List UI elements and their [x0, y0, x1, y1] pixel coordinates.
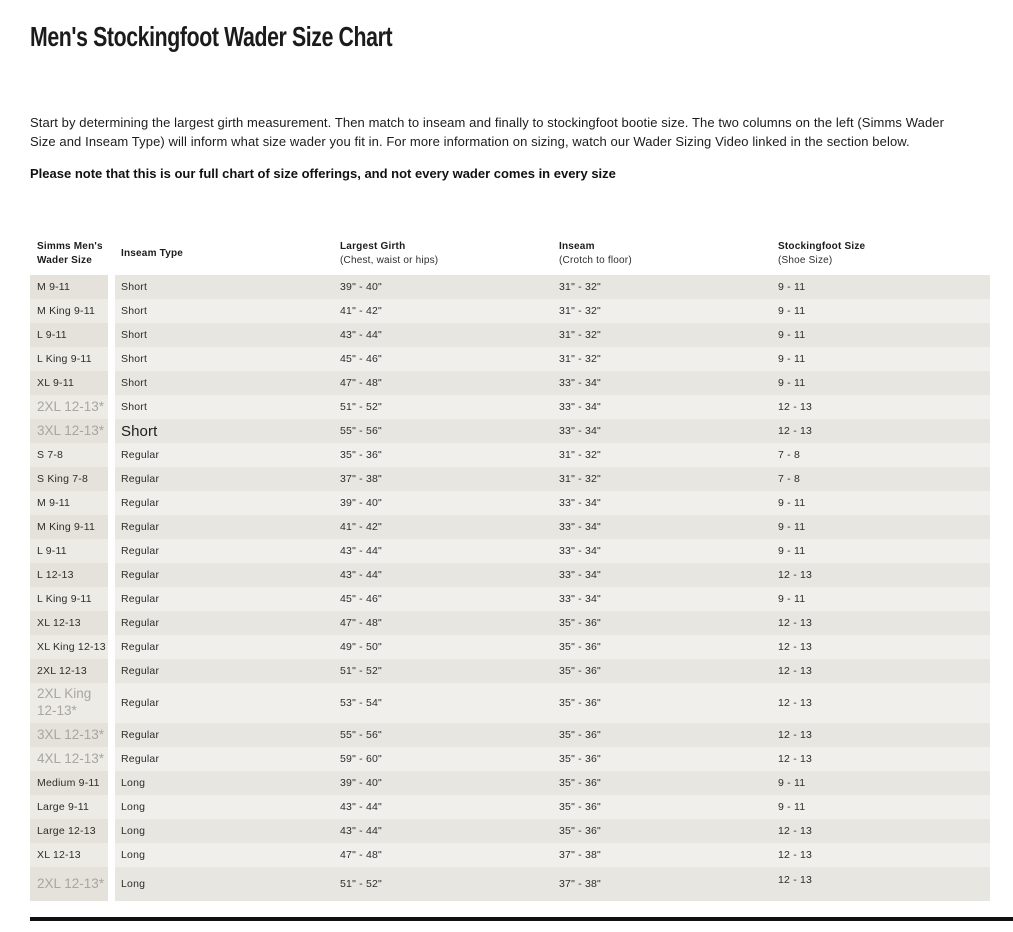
cell-inseam: 33" - 34" — [559, 521, 601, 534]
cell-wader-size: Large 12-13 — [30, 819, 108, 843]
table-row — [30, 747, 990, 771]
row-body — [115, 635, 990, 659]
row-body — [115, 843, 990, 867]
cell-stockingfoot-size: 12 - 13 — [778, 697, 813, 710]
cell-wader-size: M King 9-11 — [30, 299, 108, 323]
cell-inseam: 31" - 32" — [559, 449, 601, 462]
cell-largest-girth: 55" - 56" — [340, 425, 382, 438]
table-row — [30, 395, 990, 419]
cell-wader-size: M 9-11 — [30, 491, 108, 515]
cell-inseam-type: Long — [121, 825, 146, 838]
cell-largest-girth: 43" - 44" — [340, 569, 382, 582]
cell-inseam: 31" - 32" — [559, 329, 601, 342]
table-row — [30, 867, 990, 901]
cell-inseam-type: Regular — [121, 617, 160, 630]
cell-stockingfoot-size: 9 - 11 — [778, 521, 806, 534]
cell-wader-size: 2XL 12-13 — [30, 659, 108, 683]
cell-inseam: 35" - 36" — [559, 753, 601, 766]
column-header-inseam — [559, 240, 778, 268]
table-row — [30, 419, 990, 443]
column-gutter — [108, 539, 115, 563]
cell-inseam-type: Long — [121, 878, 146, 891]
column-header-largest-girth — [340, 240, 559, 268]
cell-stockingfoot-size: 9 - 11 — [778, 329, 806, 342]
column-header-label: Inseam — [559, 241, 595, 253]
cell-largest-girth: 45" - 46" — [340, 593, 382, 606]
table-row — [30, 611, 990, 635]
cell-largest-girth: 49" - 50" — [340, 641, 382, 654]
cell-inseam: 31" - 32" — [559, 353, 601, 366]
cell-largest-girth: 53" - 54" — [340, 697, 382, 710]
row-body — [115, 275, 990, 299]
column-header-sublabel: (Crotch to floor) — [559, 255, 632, 267]
cell-inseam-type: Regular — [121, 521, 160, 534]
cell-inseam-type: Regular — [121, 569, 160, 582]
table-row — [30, 683, 990, 723]
cell-stockingfoot-size: 9 - 11 — [778, 593, 806, 606]
cell-wader-size: L 9-11 — [30, 323, 108, 347]
column-gutter — [108, 467, 115, 491]
size-chart-page — [0, 22, 1013, 921]
row-body — [115, 299, 990, 323]
cell-largest-girth: 39" - 40" — [340, 497, 382, 510]
cell-largest-girth: 39" - 40" — [340, 281, 382, 294]
cell-inseam-type: Regular — [121, 753, 160, 766]
row-body — [115, 491, 990, 515]
cell-inseam-type: Short — [121, 422, 158, 440]
cell-stockingfoot-size: 9 - 11 — [778, 497, 806, 510]
column-header-wader-size — [30, 240, 108, 268]
column-gutter — [108, 395, 115, 419]
table-row — [30, 587, 990, 611]
table-row — [30, 443, 990, 467]
row-body — [115, 539, 990, 563]
table-row — [30, 843, 990, 867]
page-title — [30, 22, 1013, 51]
column-gutter — [108, 795, 115, 819]
cell-inseam-type: Regular — [121, 729, 160, 742]
cell-inseam-type: Regular — [121, 545, 160, 558]
column-gutter — [108, 419, 115, 443]
cell-largest-girth: 43" - 44" — [340, 545, 382, 558]
cell-largest-girth: 39" - 40" — [340, 777, 382, 790]
column-gutter — [108, 843, 115, 867]
cell-wader-size: L 9-11 — [30, 539, 108, 563]
column-gutter — [108, 867, 115, 901]
table-row — [30, 723, 990, 747]
cell-inseam-type: Regular — [121, 449, 160, 462]
cell-wader-size: 2XL King 12-13* — [30, 683, 108, 723]
row-body — [115, 371, 990, 395]
column-gutter — [108, 635, 115, 659]
table-row — [30, 515, 990, 539]
row-body — [115, 419, 990, 443]
table-row — [30, 467, 990, 491]
row-body — [115, 515, 990, 539]
cell-largest-girth: 47" - 48" — [340, 849, 382, 862]
cell-largest-girth: 51" - 52" — [340, 665, 382, 678]
cell-inseam: 31" - 32" — [559, 305, 601, 318]
cell-stockingfoot-size: 9 - 11 — [778, 801, 806, 814]
cell-inseam-type: Short — [121, 281, 148, 294]
column-gutter — [108, 819, 115, 843]
column-gutter — [108, 275, 115, 299]
row-body — [115, 467, 990, 491]
cell-largest-girth: 41" - 42" — [340, 521, 382, 534]
cell-stockingfoot-size: 9 - 11 — [778, 777, 806, 790]
table-row — [30, 563, 990, 587]
cell-inseam-type: Short — [121, 377, 148, 390]
column-header-sublabel: (Chest, waist or hips) — [340, 255, 439, 267]
cell-stockingfoot-size: 12 - 13 — [778, 753, 813, 766]
cell-inseam-type: Regular — [121, 473, 160, 486]
cell-wader-size: 3XL 12-13* — [30, 723, 108, 747]
row-body — [115, 683, 990, 723]
cell-stockingfoot-size: 12 - 13 — [778, 617, 813, 630]
table-header-row — [30, 239, 990, 269]
cell-inseam: 37" - 38" — [559, 849, 601, 862]
cell-inseam: 33" - 34" — [559, 593, 601, 606]
cell-stockingfoot-size: 12 - 13 — [778, 425, 813, 438]
cell-inseam-type: Regular — [121, 641, 160, 654]
column-header-label: Stockingfoot Size — [778, 241, 866, 253]
cell-inseam: 35" - 36" — [559, 665, 601, 678]
row-body — [115, 659, 990, 683]
table-row — [30, 771, 990, 795]
cell-wader-size: 3XL 12-13* — [30, 419, 108, 443]
note-text: Please note that this is our full chart of size offerings, and not every wader comes in every size — [30, 166, 616, 182]
row-body — [115, 347, 990, 371]
row-body — [115, 587, 990, 611]
cell-largest-girth: 55" - 56" — [340, 729, 382, 742]
cell-stockingfoot-size: 9 - 11 — [778, 545, 806, 558]
row-body — [115, 563, 990, 587]
cell-stockingfoot-size: 7 - 8 — [778, 449, 801, 462]
cell-stockingfoot-size: 12 - 13 — [778, 849, 813, 862]
row-body — [115, 611, 990, 635]
table-row — [30, 491, 990, 515]
table-row — [30, 275, 990, 299]
cell-inseam: 33" - 34" — [559, 377, 601, 390]
cell-inseam: 35" - 36" — [559, 617, 601, 630]
cell-inseam: 35" - 36" — [559, 777, 601, 790]
cell-wader-size: M King 9-11 — [30, 515, 108, 539]
cell-largest-girth: 45" - 46" — [340, 353, 382, 366]
table-row — [30, 347, 990, 371]
cell-inseam: 35" - 36" — [559, 825, 601, 838]
cell-stockingfoot-size: 12 - 13 — [778, 569, 813, 582]
column-gutter — [108, 371, 115, 395]
column-gutter — [108, 347, 115, 371]
cell-inseam: 33" - 34" — [559, 569, 601, 582]
cell-wader-size: 2XL 12-13* — [30, 395, 108, 419]
cell-largest-girth: 59" - 60" — [340, 753, 382, 766]
row-body — [115, 747, 990, 771]
cell-wader-size: M 9-11 — [30, 275, 108, 299]
cell-stockingfoot-size: 12 - 13 — [778, 825, 813, 838]
cell-stockingfoot-size: 12 - 13 — [778, 665, 813, 678]
cell-wader-size: S King 7-8 — [30, 467, 108, 491]
row-body — [115, 819, 990, 843]
table-row — [30, 371, 990, 395]
cell-wader-size: Medium 9-11 — [30, 771, 108, 795]
cell-largest-girth: 43" - 44" — [340, 825, 382, 838]
cell-inseam-type: Long — [121, 801, 146, 814]
column-header-inseam-type — [115, 247, 340, 261]
cell-inseam: 35" - 36" — [559, 697, 601, 710]
column-header-sublabel: (Shoe Size) — [778, 255, 833, 267]
cell-stockingfoot-size: 12 - 13 — [778, 641, 813, 654]
row-body — [115, 323, 990, 347]
cell-wader-size: XL 9-11 — [30, 371, 108, 395]
column-header-label: Inseam Type — [121, 248, 184, 260]
cell-wader-size: L 12-13 — [30, 563, 108, 587]
column-gutter — [108, 491, 115, 515]
row-body — [115, 723, 990, 747]
column-gutter — [108, 299, 115, 323]
cell-largest-girth: 43" - 44" — [340, 329, 382, 342]
cell-inseam-type: Short — [121, 329, 148, 342]
table-row — [30, 635, 990, 659]
row-body — [115, 771, 990, 795]
column-gutter — [108, 723, 115, 747]
cell-wader-size: S 7-8 — [30, 443, 108, 467]
cell-inseam: 33" - 34" — [559, 425, 601, 438]
row-body — [115, 795, 990, 819]
size-chart-table — [30, 239, 990, 901]
cell-largest-girth: 51" - 52" — [340, 878, 382, 891]
column-gutter — [108, 771, 115, 795]
cell-largest-girth: 47" - 48" — [340, 377, 382, 390]
cell-stockingfoot-size: 12 - 13 — [778, 874, 813, 887]
cell-inseam-type: Regular — [121, 697, 160, 710]
row-body — [115, 867, 990, 901]
cell-stockingfoot-size: 9 - 11 — [778, 281, 806, 294]
cell-inseam-type: Regular — [121, 665, 160, 678]
cell-wader-size: 2XL 12-13* — [30, 867, 108, 901]
cell-inseam: 31" - 32" — [559, 281, 601, 294]
cell-inseam: 35" - 36" — [559, 641, 601, 654]
cell-wader-size: L King 9-11 — [30, 587, 108, 611]
cell-inseam-type: Regular — [121, 593, 160, 606]
table-body — [30, 275, 990, 901]
cell-largest-girth: 47" - 48" — [340, 617, 382, 630]
column-gutter — [108, 747, 115, 771]
cell-inseam: 35" - 36" — [559, 801, 601, 814]
column-gutter — [108, 611, 115, 635]
row-body — [115, 443, 990, 467]
cell-largest-girth: 51" - 52" — [340, 401, 382, 414]
cell-largest-girth: 43" - 44" — [340, 801, 382, 814]
column-header-stockingfoot-size — [778, 240, 990, 268]
cell-inseam-type: Long — [121, 777, 146, 790]
column-gutter — [108, 563, 115, 587]
column-gutter — [108, 587, 115, 611]
bottom-section-edge — [30, 917, 1013, 921]
column-header-label: Simms Men's Wader Size — [37, 241, 103, 267]
cell-largest-girth: 37" - 38" — [340, 473, 382, 486]
table-row — [30, 323, 990, 347]
row-body — [115, 395, 990, 419]
cell-inseam-type: Long — [121, 849, 146, 862]
table-row — [30, 659, 990, 683]
cell-inseam: 37" - 38" — [559, 878, 601, 891]
column-gutter — [108, 515, 115, 539]
column-gutter — [108, 443, 115, 467]
cell-stockingfoot-size: 9 - 11 — [778, 353, 806, 366]
table-row — [30, 539, 990, 563]
column-header-label: Largest Girth — [340, 241, 406, 253]
cell-inseam-type: Short — [121, 401, 148, 414]
cell-wader-size: L King 9-11 — [30, 347, 108, 371]
page-title-text: Men's Stockingfoot Wader Size Chart — [30, 21, 393, 52]
column-gutter — [108, 659, 115, 683]
cell-inseam-type: Short — [121, 305, 148, 318]
cell-largest-girth: 41" - 42" — [340, 305, 382, 318]
cell-stockingfoot-size: 9 - 11 — [778, 305, 806, 318]
cell-stockingfoot-size: 12 - 13 — [778, 729, 813, 742]
column-gutter — [108, 683, 115, 723]
cell-inseam: 35" - 36" — [559, 729, 601, 742]
cell-stockingfoot-size: 9 - 11 — [778, 377, 806, 390]
table-row — [30, 819, 990, 843]
table-row — [30, 299, 990, 323]
cell-inseam-type: Short — [121, 353, 148, 366]
cell-inseam: 33" - 34" — [559, 401, 601, 414]
intro-text: Start by determining the largest girth measurement. Then match to inseam and finally to stockingfoot bootie size. The two columns on the left (Simms Wader Size and Inseam Type) will inform what size wader you fit in. For more information on sizing, watch our Wader Sizing Video linked in the section below. — [30, 115, 945, 150]
cell-wader-size: 4XL 12-13* — [30, 747, 108, 771]
cell-stockingfoot-size: 7 - 8 — [778, 473, 801, 486]
cell-inseam-type: Regular — [121, 497, 160, 510]
cell-inseam: 33" - 34" — [559, 497, 601, 510]
table-row — [30, 795, 990, 819]
cell-wader-size: XL 12-13 — [30, 843, 108, 867]
cell-wader-size: Large 9-11 — [30, 795, 108, 819]
cell-wader-size: XL 12-13 — [30, 611, 108, 635]
cell-inseam: 31" - 32" — [559, 473, 601, 486]
cell-largest-girth: 35" - 36" — [340, 449, 382, 462]
cell-stockingfoot-size: 12 - 13 — [778, 401, 813, 414]
table-header-body — [115, 240, 990, 268]
column-gutter — [108, 323, 115, 347]
cell-wader-size: XL King 12-13 — [30, 635, 108, 659]
cell-inseam: 33" - 34" — [559, 545, 601, 558]
